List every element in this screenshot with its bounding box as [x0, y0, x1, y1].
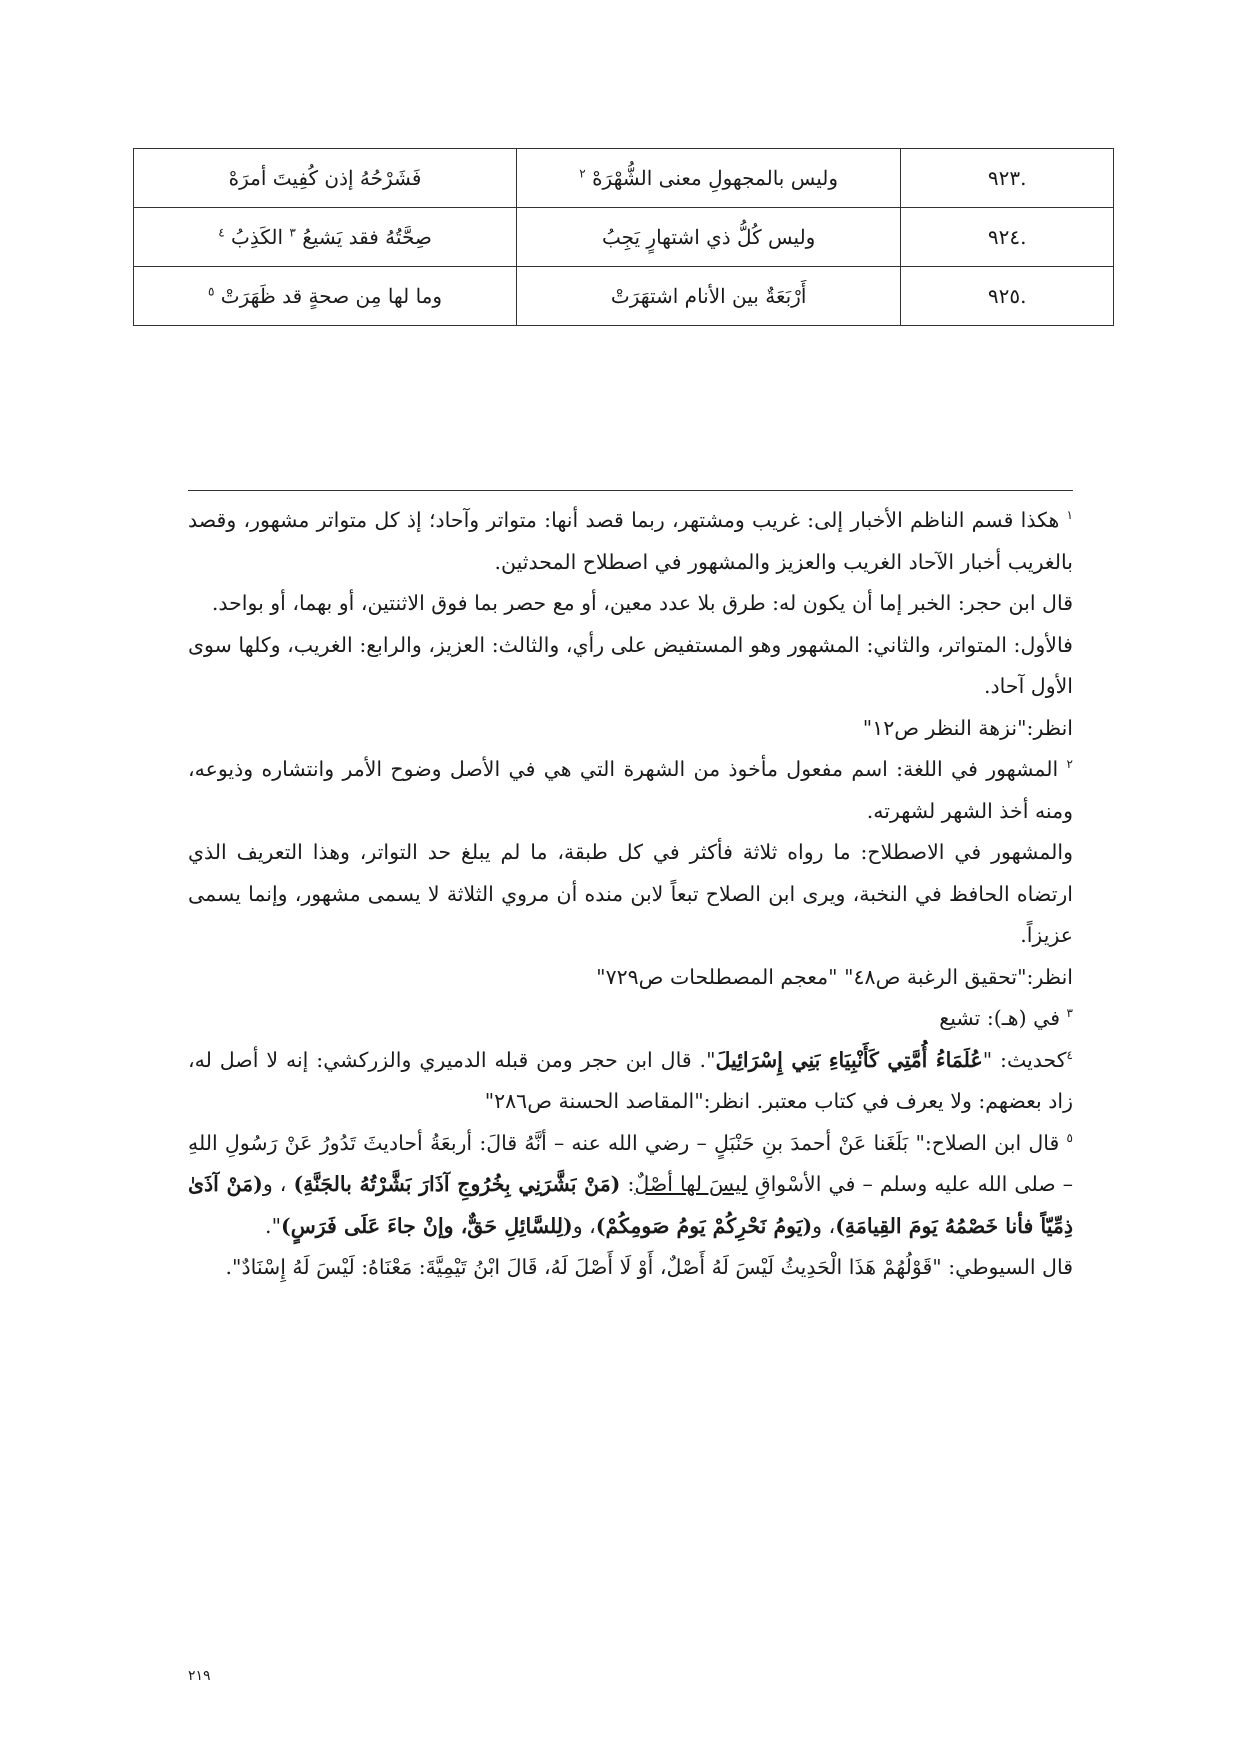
first-hemistich: وليس بالمجهولِ معنى الشُّهْرَهْ $^٢$ [517, 149, 901, 208]
footnote-text: قال ابن حجر: الخبر إما أن يكون له: طرق بلا عدد معين، أو مع حصر بما فوق الاثنتين، أو بهما، أو بواحد. [211, 591, 1073, 615]
verse-row [134, 267, 1114, 326]
verse-row [134, 208, 1114, 267]
footnote-text: والمشهور في الاصطلاح: ما رواه ثلاثة فأكثر في كل طبقة، ما لم يبلغ حد التواتر، وهذا التعريف الذي ارتضاه الحافظ في النخبة، ويرى ابن الصلاح تبعاً لابن منده أن مروي الثلاثة لا يسمى مشهور، وإنما يسمى عزيزاً. [188, 840, 1073, 947]
second-hemistich: فَشَرْحُهُ إذن كُفِيتَ أمرَهْ [134, 149, 517, 208]
hadith-text: (لِلسَّائِلِ حَقٌّ، وإنْ جاءَ عَلَى فَرَسٍ) [281, 1213, 573, 1238]
footnote-mark: ١ [1066, 508, 1073, 523]
footnote-ref: ٢ [579, 166, 586, 181]
footnote-text: انظر:"تحقيق الرغبة ص٤٨" "معجم المصطلحات ص٧٢٩" [596, 964, 1073, 989]
footnote-ref: ٣ [289, 225, 296, 240]
hadith-text: (مَنْ بَشَّرَنِي بِخُرُوجِ آذَارَ بَشَّرْتُهُ بالجَنَّةِ) [293, 1172, 621, 1196]
hadith-text: (مَنْ آذَىٰ ذِمِّيّاً فأنا خَصْمُهُ يَومَ القِيامَةِ) [188, 1172, 1073, 1238]
first-hemistich: وليس كُلُّ ذي اشتهارٍ يَجِبُ [517, 208, 901, 267]
verse-number: .٩٢٣ [901, 149, 1114, 208]
verse-number: .٩٢٤ [901, 208, 1114, 267]
footnote-mark: ٤ [1066, 1047, 1073, 1062]
verse-number: .٩٢٥ [901, 267, 1114, 326]
footnote-4: $^٤$كحديث: "عُلَمَاءُ أُمَّتِي كَأَنْبِيَاءِ بَنِي إِسْرَائِيلَ". قال ابن حجر ومن قبله الدميري والزركشي: إنه لا أصل له، زاد بعضهم: ولا يعرف في كتاب معتبر. انظر:"المقاصد الحسنة ص٢٨٦" [188, 1047, 1073, 1113]
footnote-mark: ٣ [1066, 1006, 1073, 1021]
footnote-5: $^٥$ قال ابن الصلاح:" بَلَغَنا عَنْ أحمدَ بنِ حَنْبَلٍ – رضي الله عنه – أنَّهُ قالَ: أربعَةُ أحاديثَ تَدُورُ عَنْ رَسُولِ اللهِ – صلى الله عليه وسلم – في الأسْواقِ ليسَ لها أصْلٌ: (مَنْ بَشَّرَنِي بِخُرُوجِ آذَارَ بَشَّرْتُهُ بالجَنَّةِ) ، و(مَنْ آذَىٰ ذِمِّيّاً فأنا خَصْمُهُ يَومَ القِيامَةِ)، و(يَومُ نَحْرِكُمْ يَومُ صَومِكُمْ)، و(لِلسَّائِلِ حَقٌّ، وإنْ جاءَ عَلَى فَرَسٍ)". [188, 1130, 1073, 1238]
footnote-separator [188, 490, 1073, 491]
footnotes [188, 500, 1073, 1289]
underlined-text: ليسَ لها أصْلٌ [634, 1172, 748, 1196]
footnote-text: فالأول: المتواتر، والثاني: المشهور وهو المستفيض على رأي، والثالث: العزيز، والرابع: الغريب، وكلها سوى الأول آحاد. [188, 632, 1073, 698]
second-hemistich: وما لها مِن صحةٍ قد ظَهَرَتْ $^٥$ [134, 267, 517, 326]
footnote-mark: ٥ [1066, 1130, 1073, 1145]
footnote-1: $^١$ هكذا قسم الناظم الأخبار إلى: غريب ومشتهر، ربما قصد أنها: متواتر وآحاد؛ إذ كل متواتر مشهور، وقصد بالغريب أخبار الآحاد الغريب والعزيز والمشهور في اصطلاح المحدثين. [188, 508, 1073, 574]
footnote-2: $^٢$ المشهور في اللغة: اسم مفعول مأخوذ من الشهرة التي هي في الأصل وضوح الأمر وانتشاره وذيوعه، ومنه أخذ الشهر لشهرته. [188, 757, 1073, 823]
footnote-text: قال السيوطي: "قَوْلُهُمْ هَذَا الْحَدِيثُ لَيْسَ لَهُ أَصْلٌ، أَوْ لَا أَصْلَ لَهُ، قَالَ ابْنُ تَيْمِيَّةَ: مَعْنَاهُ: لَيْسَ لَهُ إِسْنَادٌ". [225, 1255, 1073, 1279]
footnote-3: $^٣$ في (هـ): تشيع [939, 1006, 1073, 1030]
second-hemistich: صِحَّتُهُ فقد يَشيعُ $^٣$ الكَذِبُ $^٤$ [134, 208, 517, 267]
footnote-ref: ٤ [218, 225, 225, 240]
hadith-text: عُلَمَاءُ أُمَّتِي كَأَنْبِيَاءِ بَنِي إِسْرَائِيلَ [715, 1047, 983, 1072]
footnote-mark: ٢ [1066, 757, 1073, 772]
footnote-ref: ٥ [207, 284, 215, 299]
verse-row [134, 149, 1114, 208]
page-number: ٢١٩ [188, 1668, 211, 1684]
verse-table [133, 148, 1114, 326]
first-hemistich: أَرْبَعَةٌ بين الأنام اشتهَرَتْ [517, 267, 901, 326]
footnote-text: انظر:"نزهة النظر ص١٢" [862, 715, 1073, 740]
hadith-text: (يَومُ نَحْرِكُمْ يَومُ صَومِكُمْ) [595, 1213, 813, 1238]
